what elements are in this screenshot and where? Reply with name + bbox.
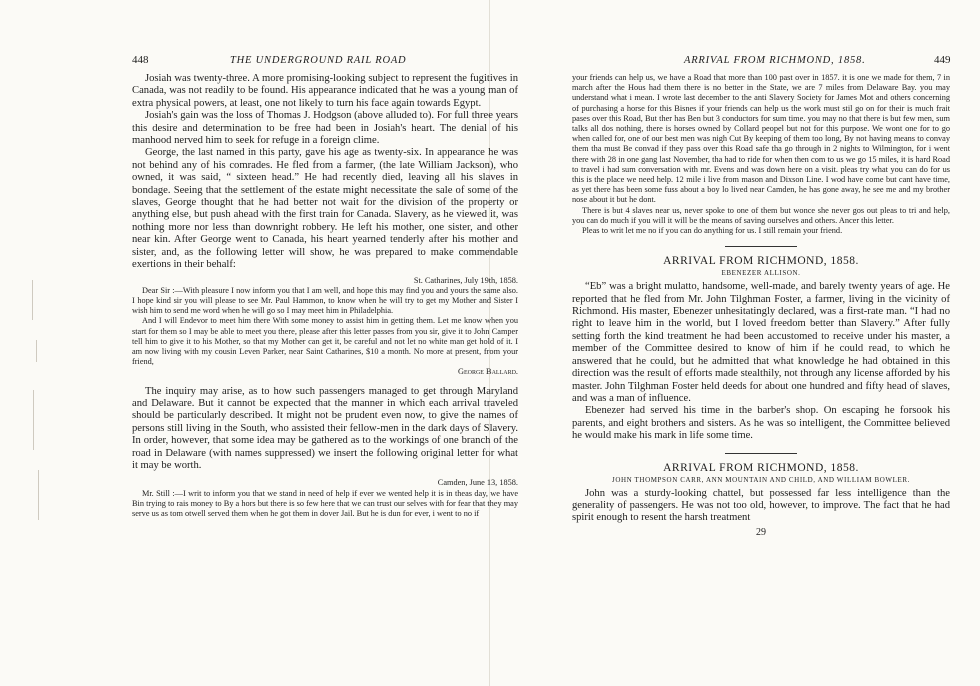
running-head: THE UNDERGROUND RAIL ROAD	[230, 55, 407, 66]
running-head: ARRIVAL FROM RICHMOND, 1858.	[684, 55, 866, 66]
letter-paragraph: Mr. Still :—I writ to inform you that we stand in need of help if ever we wented help it is in theas day, we have Bin trying to rais money to By a hors but there is so few here that we can trust our selves with for fear that they may serve us as tom otwell served them when he got them in dover Jail. But he is dun for ever, i went to no if	[132, 488, 518, 518]
letter-paragraph: Pleas to writ let me no if you can do anything for us. I still remain your friend.	[582, 226, 843, 236]
paragraph-eb: “Eb” was a bright mulatto, handsome, well-made, and barely twenty years of age. He reported that he fled from Mr. John Tilghman Foster, a farmer, living in the vicinity of Richmond. His master, Ebenezer unhesitatingly declared, was a first-rate man. “I had no right to leave him in the world, but I loved freedom better than Slavery.” After fully setting forth the kind treatment he had been accustomed to receive under his master, a member of the Committee desired to know of him if he could read, to which he answered that he could, but he admitted that what knowledge he had obtained in this direction was the result of efforts made stealthily, not through any license afforded by his master. John Tilghman Foster held deeds for about one hundred and fifty head of slaves, and was a man of influence.	[572, 281, 950, 404]
section-divider	[725, 453, 797, 454]
page-number: 448	[132, 54, 149, 66]
right-text-column	[572, 73, 950, 538]
paragraph-inquiry: The inquiry may arise, as to how such passengers managed to get through Maryland and Delaware. But it cannot be expected that the manner in which each arrival traveled should be particularly described. It might not be prudent even now, to give the names of persons still living in the South, who assisted their fellow-men in the dark days of Slavery. In order, however, that some idea may be gathered as to the workings of one branch of the road in Delaware (with names suppressed) we insert the following original letter for what it may be worth.	[132, 385, 518, 471]
paragraph-josiah: Josiah was twenty-three. A more promising-looking subject to represent the fugitives in Canada, was not readily to be found. His appearance indicated that he was a young man of extra physical powers, at least, one not likely to turn his face again towards Egypt.	[132, 73, 518, 109]
section-divider	[725, 246, 797, 247]
paragraph-ebenezer: Ebenezer had served his time in the barber's shop. On escaping he forsook his parents, and eight brothers and sisters. As he was so intelligent, the Committee believed he would make his mark in life some time.	[572, 405, 950, 442]
section-subheading: EBENEZER ALLISON.	[721, 269, 801, 278]
letter-paragraph: And I will Endevor to meet him there With some money to assist him in getting them. Let me know when you start for them so I may be able to meet you there, please after this letter passes from you sir, give it to John Camper tell him to give it to his Mother, so that my Mother can get it, be careful and not let no white man get hold of it. I am now living with my cousin Leven Parker, near Saint Catharines, $10 a month. No more at present, from your friend,	[132, 316, 518, 367]
paragraph-john: John was a sturdy-looking chattel, but possessed far less intelligence than the generality of passengers. He was not too old, however, to improve. The fact that he had spirit enough to resent the harsh treatment	[572, 487, 950, 524]
right-page	[490, 0, 980, 686]
margin-marks	[30, 280, 48, 530]
letter-dateline: St. Catharines, July 19th, 1858.	[413, 275, 518, 285]
section-subheading: JOHN THOMPSON CARR, ANN MOUNTAIN AND CHILD, AND WILLIAM BOWLER.	[612, 475, 910, 484]
letter-signature: George Ballard.	[457, 367, 518, 377]
paragraph-josiah-gain: Josiah's gain was the loss of Thomas J. Hodgson (above alluded to). For full three years this desire and determination to be free had been in Josiah's heart. The denial of his manhood nerved him to seek for refuge in a foreign clime.	[132, 110, 518, 147]
letter-paragraph: Dear Sir :—With pleasure I now inform you that I am well, and hope this may find you and yours the same also. I hope kind sir you will please to see Mr. Paul Hammon, to know when he will try to get my Mother and Sister I wish him to send me word when he will go so I may meet him in Philadelphia.	[132, 285, 518, 316]
signature-mark: 29	[756, 526, 766, 538]
page-number: 449	[934, 54, 951, 66]
section-heading: ARRIVAL FROM RICHMOND, 1858.	[663, 255, 859, 268]
section-heading: ARRIVAL FROM RICHMOND, 1858.	[663, 461, 859, 474]
paragraph-george: George, the last named in this party, gave his age as twenty-six. In appearance he was not behind any of his comrades. He fled from a farmer, (the late William Jackson), who owned, it was said, “ sixteen head.” He had recently died, leaving all his slaves in bondage. Seeing that the settlement of the estate might necessitate the sale of some of the slaves, George thought that he had better not wait for the division of the property or anything else, but push ahead with the first train for Canada. Slavery, as he viewed it, was nothing more nor less than downright robbery. He left his mother, one sister, and other near kin. After George went to Canada, his heart yearned tenderly after his mother and sister, and, as the following letter will show, he was prepared to make commendable exertions in their behalf:	[132, 147, 518, 271]
letter-dateline: Camden, June 13, 1858.	[437, 478, 518, 488]
left-text-column	[132, 73, 518, 519]
letter-paragraph: your friends can help us, we have a Road that more than 100 past over in 1857. it is one we made for them, 7 in march after the Hous had them there is no better in the State, we are 7 miles from Delaware Bay. you may understand what i mean. I wrote last december to the anti Slavery Society for James Mot and others concerning of purchasing a horse for this Bisnes if your friends can help us the work must stil go on for their is much frait pases over this Road, But ther has Ben but 3 conductors for sum time. you may no that there is but few men, sum talks all dos nothing, there is horses owned by Collard peopel but not for this purpose. We wont one for to go when called for, one of our best men was nigh Cut By keeping of them too long, By not having means to convay them tha must Be convad if they pass over this Road safe tha go through in 2 nights to Wilmington, for i went there with 28 in one gang last November, tha had to ride for when then com to us we go 15 miles, it is hard Road to travel i had sum conversation with mr. Evens and was down here on a visit. pleas try what you can do for us this is the place we need help. 12 mile i live from mason and Dixson Line. I wod have come but cant have time, as yet there has been some fuss about a boy lo lived near Camden, he has gone away, he see me and my brother nose about it but he dont.	[572, 73, 950, 205]
letter-paragraph: There is but 4 slaves near us, never spoke to one of them but wonce she never gos out pleas to tri and help, you can do much if you will it will be the means of saving ourselves and others. Ancer this letter.	[572, 205, 950, 225]
